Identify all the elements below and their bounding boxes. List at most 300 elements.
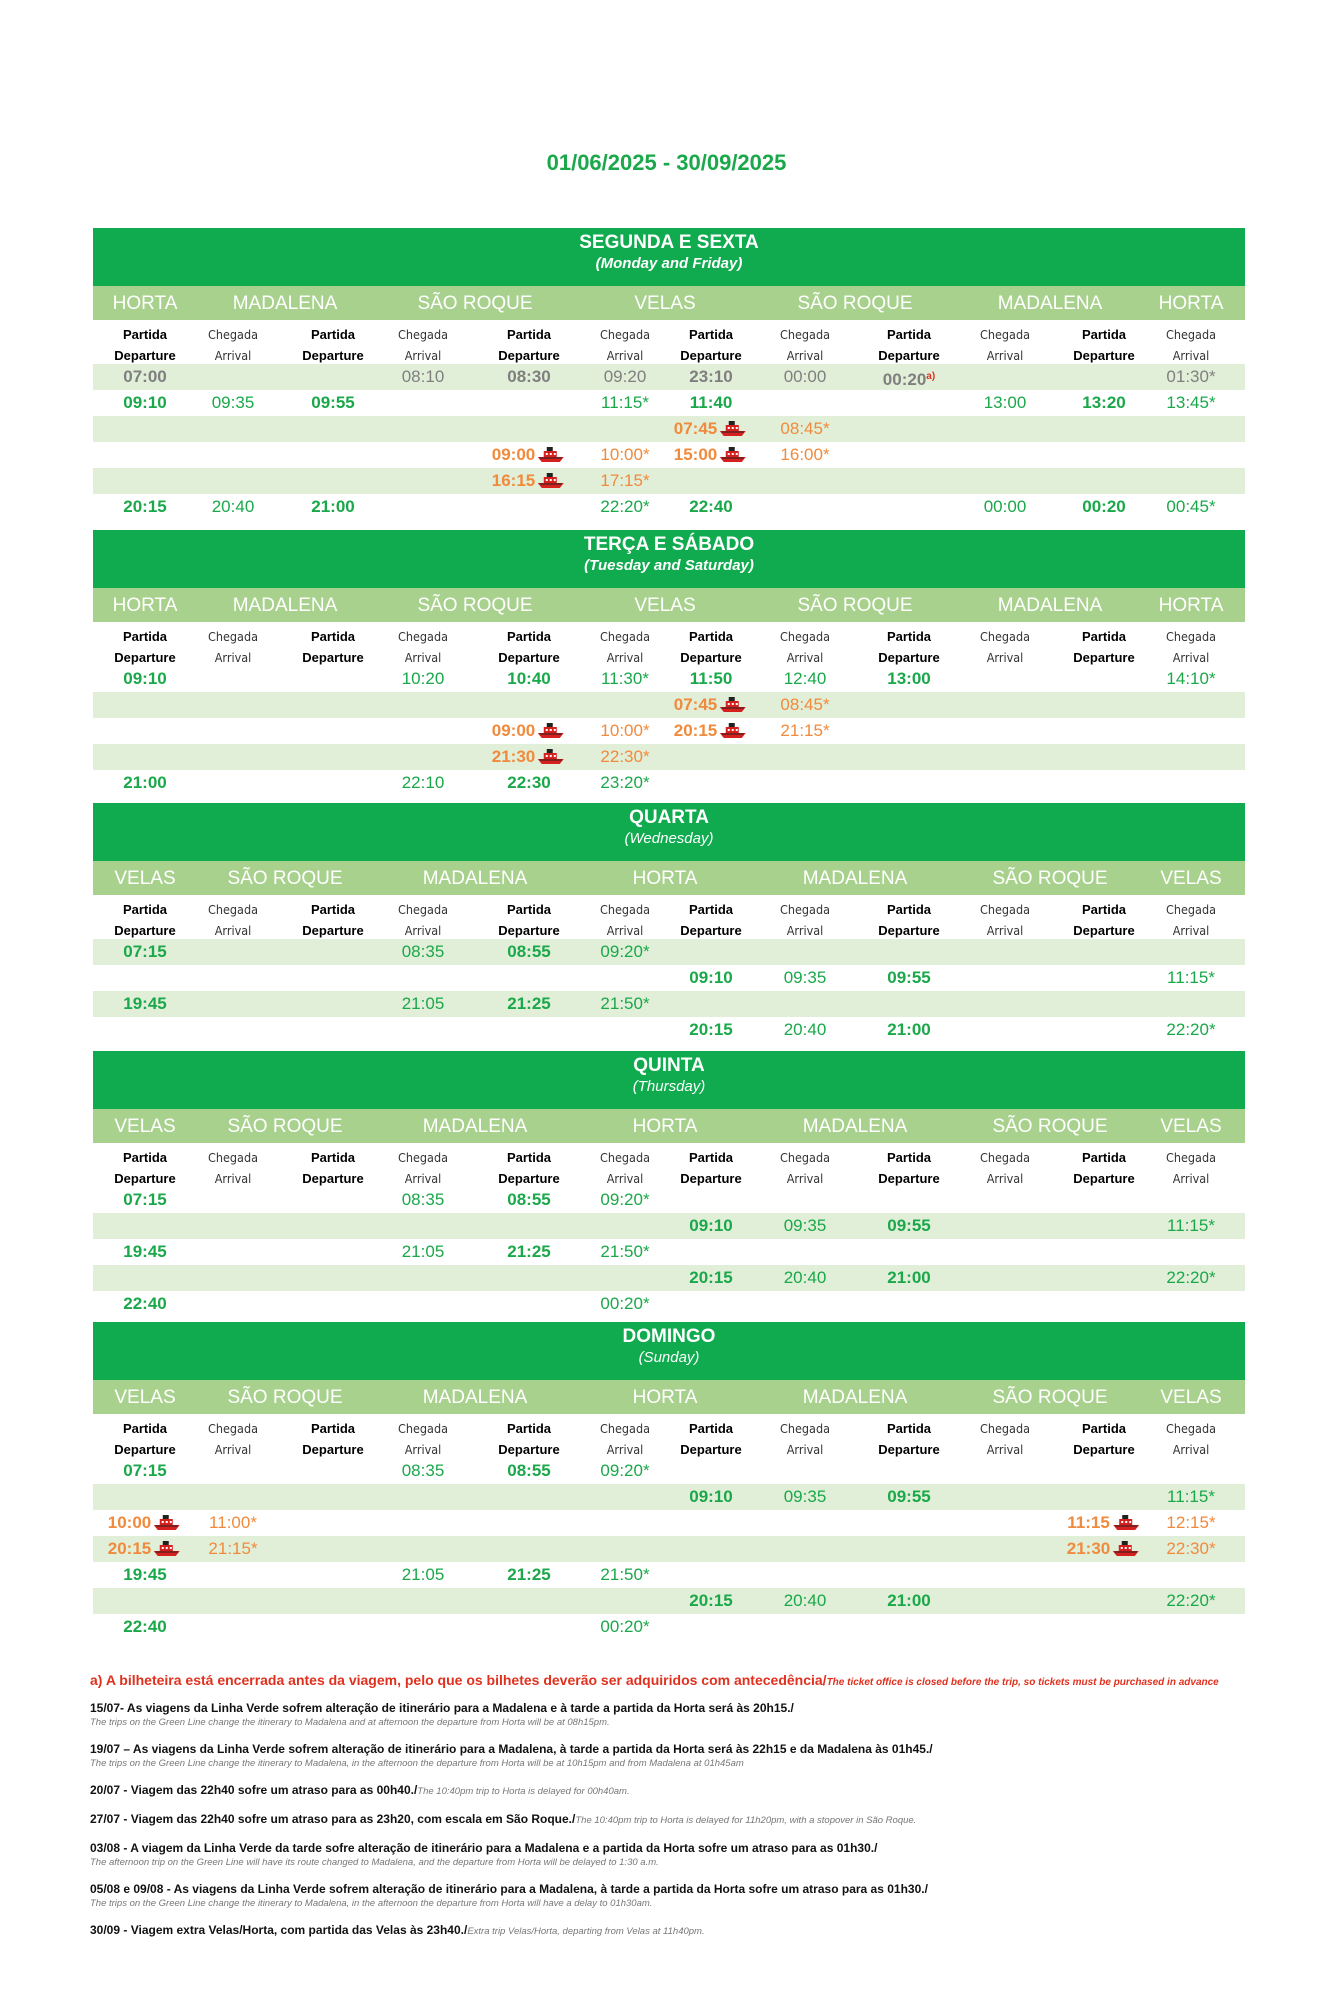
time-text: 11:40 [689,393,733,412]
header-pt: Chegada [980,902,1030,917]
time-text: 17:15* [600,471,650,490]
header-pt: Chegada [980,629,1030,644]
arrival-header [378,899,468,941]
header-en: Arrival [606,1171,644,1186]
departure-header [288,1418,378,1460]
places-row [93,861,1245,895]
place-label: HORTA [1158,293,1224,314]
arrival-header [760,1147,850,1189]
ferry-icon [1111,1513,1141,1531]
arrival-time [1167,1487,1215,1507]
arrival-time [1166,1591,1215,1611]
header-en: Departure [302,348,364,363]
arrival-time [212,497,255,517]
header-pt: Partida [1081,327,1127,342]
time-text: 21:00 [311,497,355,516]
departure-time [689,1591,732,1611]
header-pt: Chegada [1166,327,1216,342]
time-text: 22:40 [689,497,733,516]
header-en: Departure [680,1442,742,1457]
time-text: 20:15 [673,721,718,740]
place-label: HORTA [1158,595,1224,616]
departure-time [123,669,166,689]
time-text: 11:00* [209,1513,257,1532]
header-en: Arrival [1172,1171,1210,1186]
places-row [93,588,1245,622]
section-2 [93,803,1245,1043]
header-en: Departure [498,923,560,938]
section-subtitle: (Monday and Friday) [595,255,743,272]
arrival-time [600,773,649,793]
arrival-header [960,324,1050,366]
arrival-time [1167,968,1215,988]
header-pt: Partida [310,327,356,342]
arrival-header [580,1418,670,1460]
header-en: Arrival [214,923,252,938]
note-pt: 20/07 - Viagem das 22h40 sofre um atraso para as 00h40./ [90,1783,418,1797]
arrival-time [402,1461,445,1481]
departure-header [100,1418,190,1460]
note-en: The trips on the Green Line change the itinerary to Madalena and at afternoon the departure from Horta will be at 08h15pm. [90,1717,610,1728]
header-pt: Chegada [780,1150,830,1165]
arrival-time [212,393,255,413]
place-label: SÃO ROQUE [992,1387,1108,1408]
arrival-header [1146,626,1236,668]
header-pt: Partida [122,327,168,342]
departure-time [507,773,550,793]
departure-time [123,1565,166,1585]
time-text: 00:20 [1082,497,1126,516]
header-pt: Chegada [980,327,1030,342]
time-text: 01:30* [1166,367,1216,386]
arrival-time [600,1565,649,1585]
header-pt: Partida [122,629,168,644]
time-text: 12:15* [1166,1513,1216,1532]
header-pt: Chegada [398,327,448,342]
time-text: 22:20* [600,497,650,516]
departure-time [108,1513,182,1533]
time-text: 09:00 [491,721,536,740]
header-pt: Chegada [600,1150,650,1165]
departure-time [1082,497,1125,517]
time-text: 07:15 [123,1190,167,1209]
arrival-time [208,1539,257,1559]
place-label: VELAS [114,1387,176,1408]
place-label: HORTA [632,1387,698,1408]
arrival-header [960,1418,1050,1460]
arrival-time [1166,367,1215,387]
time-text: 09:55 [887,1487,931,1506]
section-subtitle: (Sunday) [638,1349,700,1366]
arrival-time [1166,497,1215,517]
header-pt: Partida [886,1150,932,1165]
header-pt: Chegada [1166,902,1216,917]
header-pt: Chegada [1166,629,1216,644]
header-en: Arrival [214,348,252,363]
header-pt: Chegada [1166,1150,1216,1165]
arrival-header [188,1147,278,1189]
ferry-icon [536,471,566,489]
time-text: 08:30 [507,367,551,386]
time-text: 20:15 [689,1591,733,1610]
departure-time [1082,393,1125,413]
note-item [90,1781,1270,1799]
departure-time [887,1268,930,1288]
time-text: 20:15 [123,497,167,516]
place-label: HORTA [632,868,698,889]
departure-time [887,1020,930,1040]
departure-time [507,367,550,387]
time-text: 08:35 [401,1190,445,1209]
arrival-time [600,471,649,491]
column-headers [93,320,1245,364]
note-pt: 05/08 e 09/08 - As viagens da Linha Verde sofrem alteração de itinerário para a Madalena, à tarde a partida da Horta sofre um atraso para as 01h30./ [90,1882,928,1896]
time-text: 11:50 [689,669,733,688]
table-row [93,770,1245,796]
note-en: The 10:40pm trip to Horta is delayed for 11h20pm, with a stopover in São Roque. [575,1815,917,1826]
note-pt: 30/09 - Viagem extra Velas/Horta, com partida das Velas às 23h40./ [90,1923,468,1937]
header-pt: Partida [688,327,734,342]
arrival-time [600,445,649,465]
header-en: Arrival [404,650,442,665]
arrival-time [784,1591,827,1611]
time-text: 20:40 [783,1591,827,1610]
arrival-time [784,968,827,988]
time-text: 10:00 [107,1513,152,1532]
time-text: 11:15 [1067,1513,1110,1532]
header-pt: Partida [122,1421,168,1436]
arrival-time [402,1190,445,1210]
place-label: MADALENA [232,293,338,314]
departure-header [288,1147,378,1189]
time-text: 09:55 [887,1216,931,1235]
departure-time [689,497,732,517]
table-row [93,1510,1245,1536]
header-en: Arrival [986,348,1024,363]
note-en: Extra trip Velas/Horta, departing from Velas at 11h40pm. [467,1926,705,1937]
header-en: Departure [878,923,940,938]
departure-header [484,1418,574,1460]
page-title: 01/06/2025 - 30/09/2025 [546,150,787,175]
table-row [93,1017,1245,1043]
departure-time [123,1461,166,1481]
departure-header [1059,324,1149,366]
arrival-header [960,899,1050,941]
notes-section [90,1672,1270,1939]
header-en: Arrival [986,1171,1024,1186]
header-pt: Partida [310,629,356,644]
header-en: Departure [1073,650,1135,665]
ferry-icon [152,1513,182,1531]
note-a-pt: a) A bilheteira está encerrada antes da viagem, pelo que os bilhetes deverão ser adquiridos com antecedência/ [90,1672,827,1688]
place-label: VELAS [1160,868,1222,889]
time-text: 00:20* [600,1294,650,1313]
departure-time [123,773,166,793]
section-3 [93,1051,1245,1317]
departure-time [492,445,566,465]
departure-time [887,669,930,689]
header-pt: Chegada [398,902,448,917]
table-row [93,1213,1245,1239]
header-pt: Partida [506,1421,552,1436]
header-en: Departure [1073,348,1135,363]
time-text: 00:20* [600,1617,650,1636]
header-en: Departure [114,1171,176,1186]
arrival-time [601,393,649,413]
header-pt: Partida [886,902,932,917]
time-text: 20:15 [689,1020,733,1039]
table-row [93,965,1245,991]
header-en: Departure [878,348,940,363]
arrival-time [604,367,647,387]
header-en: Arrival [786,923,824,938]
section-title: TERÇA E SÁBADO [583,534,755,555]
place-label: SÃO ROQUE [417,595,533,616]
place-label: VELAS [634,293,696,314]
place-label: MADALENA [232,595,338,616]
table-row [93,390,1245,416]
departure-header [666,626,756,668]
header-pt: Partida [886,1421,932,1436]
time-text: 09:35 [783,1487,827,1506]
header-en: Arrival [1172,1442,1210,1457]
departure-time [123,1294,166,1314]
table-row [93,1614,1245,1640]
header-pt: Partida [1081,1421,1127,1436]
time-text: 22:30 [507,773,551,792]
place-label: SÃO ROQUE [227,1116,343,1137]
note-list [90,1699,1270,1939]
time-text: 08:45* [780,695,830,714]
table-row [93,692,1245,718]
header-en: Arrival [214,1442,252,1457]
departure-time [123,1242,166,1262]
section-header [93,1051,1245,1109]
time-text: 19:45 [123,1242,167,1261]
time-text: 11:15* [601,393,649,412]
ferry-icon [152,1539,182,1557]
time-text: 08:35 [401,942,445,961]
departure-header [666,324,756,366]
time-text: 16:00* [780,445,830,464]
time-text: 11:15* [1167,1216,1215,1235]
table-row [93,1291,1245,1317]
header-pt: Chegada [780,1421,830,1436]
section-title: DOMINGO [622,1326,716,1347]
departure-header [1059,899,1149,941]
table-row [93,442,1245,468]
arrival-time [1166,1268,1215,1288]
arrival-header [760,626,850,668]
header-en: Departure [498,650,560,665]
table-row [93,1265,1245,1291]
header-pt: Chegada [1166,1421,1216,1436]
header-pt: Partida [122,902,168,917]
arrival-time [600,1294,649,1314]
header-en: Departure [878,650,940,665]
header-en: Departure [1073,1442,1135,1457]
arrival-time [402,773,445,793]
departure-header [666,1418,756,1460]
places-row [93,286,1245,320]
place-label: MADALENA [802,868,908,889]
arrival-time [780,419,829,439]
header-pt: Chegada [780,327,830,342]
time-text: 21:50* [600,1242,650,1261]
place-label: MADALENA [422,1116,528,1137]
time-text: 21:00 [123,773,167,792]
table-row [93,1588,1245,1614]
departure-header [484,626,574,668]
arrival-header [188,899,278,941]
departure-time [689,1216,732,1236]
header-pt: Partida [688,1421,734,1436]
departure-header [1059,626,1149,668]
arrival-header [760,1418,850,1460]
time-text: 07:15 [123,1461,167,1480]
time-text: 09:10 [123,393,167,412]
header-pt: Chegada [398,1421,448,1436]
table-row [93,364,1245,390]
header-pt: Partida [886,629,932,644]
header-pt: Partida [688,902,734,917]
place-label: MADALENA [422,1387,528,1408]
arrival-header [188,324,278,366]
departure-header [864,1418,954,1460]
departure-time [507,942,550,962]
time-text: 09:55 [311,393,355,412]
ferry-icon [536,445,566,463]
time-text: 10:00* [600,721,650,740]
place-label: SÃO ROQUE [417,293,533,314]
arrival-time [402,994,445,1014]
departure-header [666,1147,756,1189]
header-pt: Partida [506,902,552,917]
arrival-time [402,1242,445,1262]
departure-time [311,497,354,517]
header-en: Arrival [214,1171,252,1186]
header-pt: Partida [310,902,356,917]
header-pt: Partida [1081,902,1127,917]
place-label: SÃO ROQUE [992,868,1108,889]
place-label: VELAS [1160,1116,1222,1137]
departure-header [484,324,574,366]
table-row [93,666,1245,692]
departure-time [311,393,354,413]
time-text: 21:05 [401,1242,445,1261]
time-text: 22:30* [600,747,650,766]
note-item [90,1839,1270,1869]
time-text: 09:10 [689,1216,733,1235]
arrival-time [1166,669,1215,689]
departure-time [689,367,732,387]
place-label: HORTA [112,595,178,616]
table-row [93,939,1245,965]
time-text: 09:35 [783,1216,827,1235]
header-pt: Chegada [208,1150,258,1165]
arrival-time [1166,1513,1215,1533]
time-text: 08:10 [401,367,445,386]
departure-time [674,695,748,715]
arrival-header [960,626,1050,668]
departure-header [864,626,954,668]
time-text: 20:40 [783,1020,827,1039]
table-row [93,991,1245,1017]
time-text: 21:00 [887,1268,931,1287]
header-en: Departure [498,1171,560,1186]
departure-time [690,393,733,413]
note-item [90,1699,1270,1729]
time-text: 21:25 [507,1565,551,1584]
note-en: The afternoon trip on the Green Line will have its route changed to Madalena, and the departure from Horta will be delayed to 1:30 a.m. [90,1857,659,1868]
header-pt: Chegada [980,1150,1030,1165]
departure-time [123,1617,166,1637]
header-pt: Partida [310,1421,356,1436]
time-text: 09:20 [603,367,647,386]
section-subtitle: (Wednesday) [624,830,714,847]
departure-time [123,497,166,517]
section-header [93,1322,1245,1380]
place-label: VELAS [114,1116,176,1137]
departure-header [864,324,954,366]
time-text: 12:40 [783,669,827,688]
arrival-time [780,445,829,465]
header-pt: Chegada [208,902,258,917]
header-en: Departure [114,348,176,363]
section-1 [93,530,1245,796]
place-label: SÃO ROQUE [227,1387,343,1408]
note-item [90,1810,1270,1828]
table-row [93,416,1245,442]
arrival-header [960,1147,1050,1189]
departure-time [887,1591,930,1611]
arrival-time [1166,393,1215,413]
arrival-time [784,1268,827,1288]
time-text: 14:10* [1166,669,1216,688]
time-text: 23:10 [689,367,733,386]
note-en: The trips on the Green Line change the itinerary to Madalena, in the afternoon the departure from Horta will have a delay to 01h30am. [90,1898,653,1909]
header-pt: Partida [688,1150,734,1165]
header-en: Arrival [404,348,442,363]
arrival-time [600,1461,649,1481]
departure-time [123,367,166,387]
place-label: SÃO ROQUE [992,1116,1108,1137]
departure-header [100,1147,190,1189]
note-en: The trips on the Green Line change the itinerary to Madalena, in the afternoon the departure from Horta will be at 10h15pm and from Madalena at 01h45am [90,1758,744,1769]
header-en: Arrival [786,1171,824,1186]
place-label: VELAS [1160,1387,1222,1408]
header-pt: Chegada [398,629,448,644]
time-text: 09:20* [600,1461,650,1480]
section-4 [93,1322,1245,1640]
note-item [90,1740,1270,1770]
header-en: Arrival [606,348,644,363]
time-text: 19:45 [123,994,167,1013]
time-text: 13:00 [887,669,931,688]
time-text: 21:25 [507,994,551,1013]
arrival-header [580,1147,670,1189]
table-row [93,744,1245,770]
time-text: 11:15* [1167,968,1215,987]
header-en: Arrival [606,1442,644,1457]
time-text: 20:15 [107,1539,152,1558]
departure-time [689,1268,732,1288]
header-pt: Chegada [780,902,830,917]
arrival-time [600,994,649,1014]
departure-header [1059,1147,1149,1189]
header-pt: Chegada [600,902,650,917]
note-a [90,1672,1270,1688]
